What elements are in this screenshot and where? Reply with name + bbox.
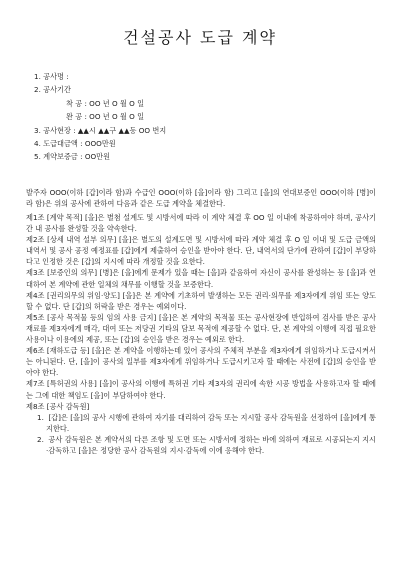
project-name-line: 1. 공사명 : bbox=[34, 72, 69, 81]
article-8-heading: 제8조 [공사 감독원] bbox=[26, 401, 90, 411]
article-7: 제7조 [특허권의 사용] [을]이 공사의 이행에 특허권 기타 제3자의 권리에 속한 시공 방법을 사용하고자 할 때에는 그에 대한 책임도 [을]이 부담하여야 한다. bbox=[26, 379, 376, 400]
intro-paragraph: 발주자 OOO(이하 [갑]이라 함)과 수급인 OOO(이하 [을]이라 함) 그리고 [을]의 연대보증인 OOO(이하 [병]이라 함)은 위의 공사에 관하여 다음과 같은 도급 계약을 체결한다. bbox=[26, 188, 376, 209]
item-number: 2. bbox=[37, 434, 44, 444]
article-8-item bbox=[26, 434, 376, 456]
site-line: 3. 공사현장 : ▲▲시 ▲▲구 ▲▲동 OO 번지 bbox=[34, 125, 167, 135]
item-text: [갑]은 [을]의 공사 시행에 관하여 자기를 대리하여 감독 또는 지시할 공사 감독원을 선정하여 [을]에게 통지한다. bbox=[46, 412, 376, 433]
article-8-item bbox=[26, 412, 376, 434]
item-number: 1. bbox=[37, 412, 44, 422]
start-date-line: 착 공 : OO 년 O 월 O 일 bbox=[66, 98, 145, 108]
article-3: 제3조 [보증인의 의무] [병]은 [을]에게 문제가 있을 때는 [을]과 같음하여 자신이 공사를 완성하는 등 [을]과 연대하여 본 계약에 관한 일체의 채무를 이행할 것을 보증한다. bbox=[26, 268, 376, 289]
end-date-line: 완 공 : OO 년 O 월 O 일 bbox=[66, 112, 145, 122]
article-6: 제6조 [재하도급 등] [을]은 본 계약을 이행하는데 있어 공사의 주체적 부분을 제3자에게 위임하거나 도급시켜서는 아니된다. 단, [을]이 공사의 일부를 제3자에게 위임하거나 도급시키고자 할 때에는 사전에 [갑]의 승인을 받아야 한다. bbox=[26, 346, 376, 378]
contract-summary bbox=[34, 70, 166, 164]
project-period-line: 2. 공사기간 bbox=[34, 85, 71, 95]
article-5: 제5조 [공사 목적물 등의 임의 사용 금지] [을]은 본 계약의 목적물 또는 공사현장에 반입하여 검사를 받은 공사 재료를 제3자에게 매각, 대여 또는 저당권 기타의 담보 목적에 제공할 수 없다. 단, 본 계약의 이행에 직접 필요한 사용이나 이용에의 제공, 또는 [갑]의 승인을 받은 경우는 예외로 한다. bbox=[26, 312, 376, 345]
article-2: 제2조 [상세 내역 설부 의무] [을]은 별도의 설계도면 및 시방서에 따라 계약 체결 후 O 일 이내 및 도급 금액의 내역서 및 공사 공정 예정표를 [갑]에게 제출하여 승인을 받아야 한다. 단, 내역서의 단가에 관하여 [갑]이 부당하다고 인정한 것은 [갑]의 지시에 따라 개정할 것을 요한다. bbox=[26, 235, 376, 267]
document-title: 건설공사 도급 계약 bbox=[123, 28, 277, 47]
article-4: 제4조 [권리의무의 위임·양도] [을]은 본 계약에 기초하여 발생하는 모든 권리·의무를 제3자에게 위임 또는 양도할 수 없다. 단 [갑]의 허락을 받은 경우는 예외이다. bbox=[26, 290, 376, 311]
item-text: 공사 감독원은 본 계약서의 다른 조항 및 도면 또는 시방서에 정하는 바에 의하여 재료로 시공되는지 지시·감독하고 [을]은 정당한 공사 감독원의 지시·감독에 이에 응해야 한다. bbox=[46, 434, 376, 455]
articles-body bbox=[26, 212, 376, 456]
deposit-line: 5. 계약보증금 : OO만원 bbox=[34, 152, 111, 162]
article-1: 제1조 [계약 목적] [을]은 별첨 설계도 및 시방서에 따라 이 계약 체결 후 OO 일 이내에 착공하여야 하며, 공사기간 내 공사를 완성할 것을 약속한다. bbox=[26, 213, 376, 234]
contract-amount-line: 4. 도급대금액 : OOO만원 bbox=[34, 139, 116, 149]
